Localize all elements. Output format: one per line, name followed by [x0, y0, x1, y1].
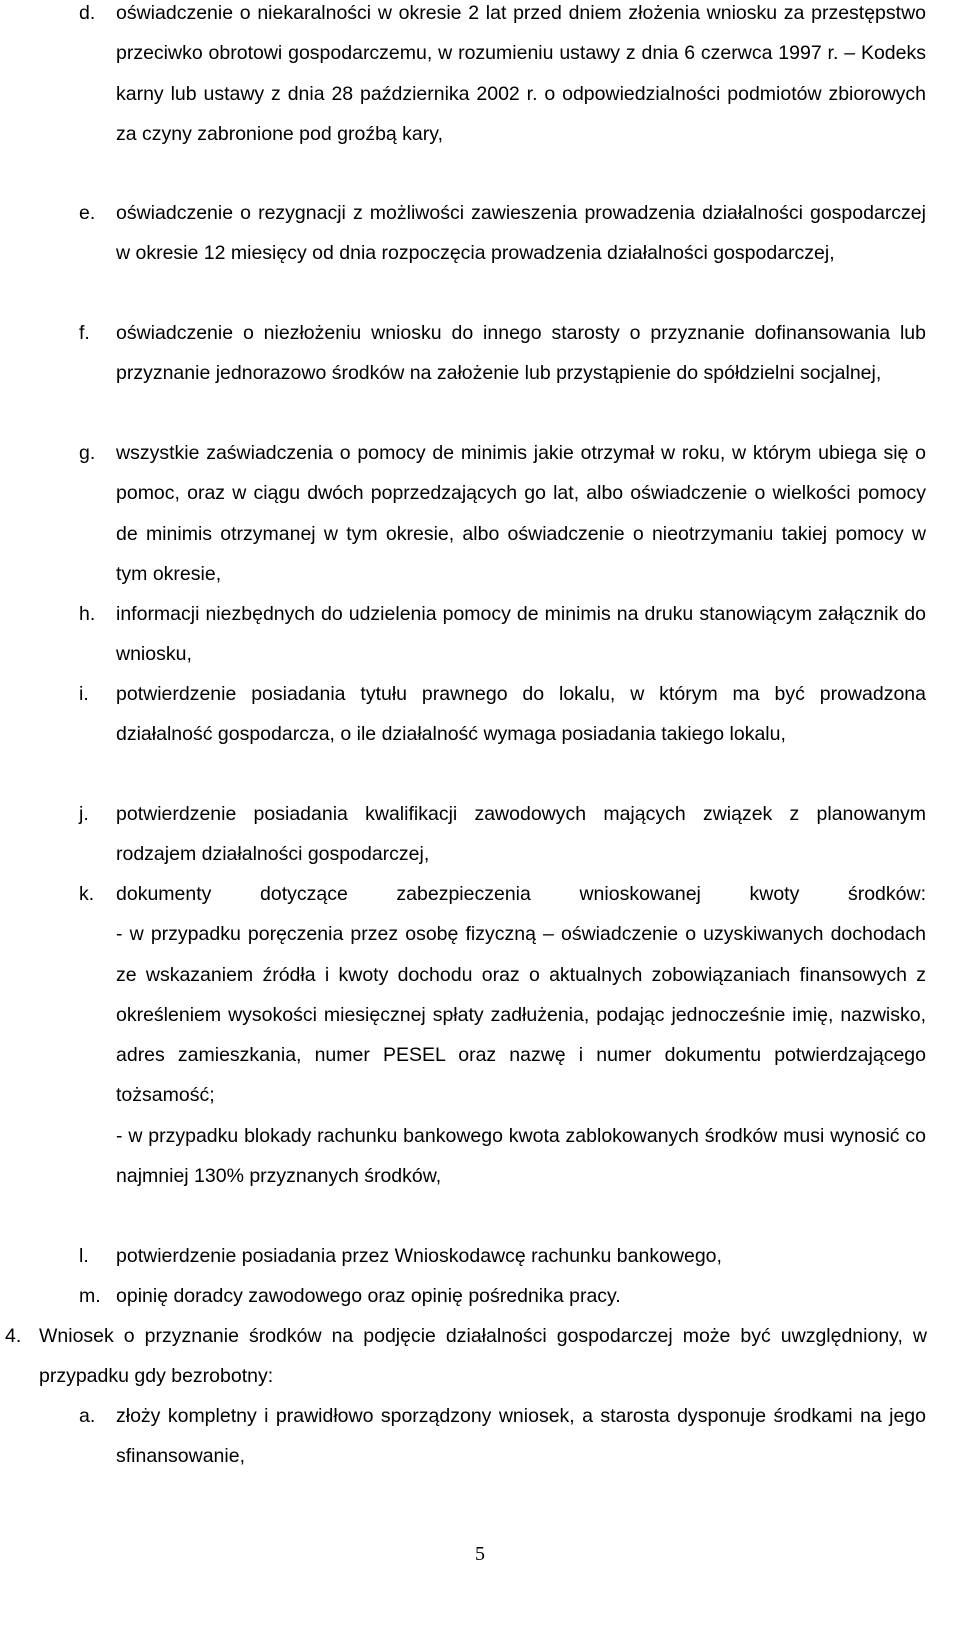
list-marker: l.: [79, 1245, 89, 1267]
list-item-text: potwierdzenie posiadania kwalifikacji zawodowych mających związek z planowanym rodzajem działalności gospodarczej,: [116, 803, 926, 866]
list-item-text: oświadczenie o niekaralności w okresie 2 lat przed dniem złożenia wniosku za przestępstwo przeciwko obrotowi gospodarczemu, w rozumieniu ustawy z dnia 6 czerwca 1997 r. – Kodeks karny lub ustawy z dnia 28 października 2002 r. o odpowiedzialności podmiotów zbiorowych za czyny zabronione pod groźbą kary,: [116, 2, 926, 145]
list-item-text: potwierdzenie posiadania przez Wnioskodawcę rachunku bankowego,: [116, 1245, 722, 1267]
list-marker: j.: [79, 803, 89, 825]
list-item-text: złoży kompletny i prawidłowo sporządzony wniosek, a starosta dysponuje środkami na jego sfinansowanie,: [116, 1405, 926, 1468]
list-item-text: opinię doradcy zawodowego oraz opinię pośrednika pracy.: [116, 1285, 621, 1307]
section-number: 4.: [5, 1325, 22, 1347]
list-item-text: informacji niezbędnych do udzielenia pomocy de minimis na druku stanowiącym załącznik do wniosku,: [116, 603, 926, 666]
list-marker: f.: [79, 322, 90, 344]
page-number: 5: [475, 1543, 485, 1565]
list-marker: a.: [79, 1405, 96, 1427]
list-item-text: oświadczenie o rezygnacji z możliwości zawieszenia prowadzenia działalności gospodarczej w okresie 12 miesięcy od dnia rozpoczęcia prowadzenia działalności gospodarczej,: [116, 202, 926, 265]
security-option-bank-block: - w przypadku blokady rachunku bankowego kwota zablokowanych środków musi wynosić co najmniej 130% przyznanych środków,: [116, 1124, 926, 1188]
list-marker: g.: [79, 442, 96, 464]
list-marker: d.: [79, 2, 96, 24]
list-marker: k.: [79, 883, 95, 905]
list-item-text: oświadczenie o niezłożeniu wniosku do innego starosty o przyznanie dofinansowania lub przyznanie jednorazowo środków na założenie lub przystąpienie do spółdzielni socjalnej,: [116, 322, 926, 385]
list-marker: h.: [79, 603, 96, 625]
list-item-text: wszystkie zaświadczenia o pomocy de minimis jakie otrzymał w roku, w którym ubiega się o pomoc, oraz w ciągu dwóch poprzedzających go lat, albo oświadczenie o wielkości pomocy de minimis otrzymanej w tym okresie, albo oświadczenie o nieotrzymaniu takiej pomocy w tym okresie,: [116, 442, 926, 585]
list-marker: m.: [79, 1285, 101, 1307]
list-item-text: potwierdzenie posiadania tytułu prawnego do lokalu, w którym ma być prowadzona działalność gospodarcza, o ile działalność wymaga posiadania takiego lokalu,: [116, 683, 926, 746]
security-option-guarantee: - w przypadku poręczenia przez osobę fizyczną – oświadczenie o uzyskiwanych dochodach ze wskazaniem źródła i kwoty dochodu oraz o aktualnych zobowiązaniach finansowych z określeniem wysokości miesięcznej spłaty zadłużenia, podając jednocześnie imię, nazwisko, adres zamieszkania, numer PESEL oraz nazwę i numer dokumentu potwierdzającego tożsamość;: [116, 923, 926, 1107]
list-marker: i.: [79, 683, 89, 705]
list-item-text: dokumenty dotyczące zabezpieczenia wnioskowanej kwoty środków:: [116, 883, 926, 905]
list-marker: e.: [79, 202, 96, 224]
section-text: Wniosek o przyznanie środków na podjęcie działalności gospodarczej może być uwzględniony, w przypadku gdy bezrobotny:: [39, 1325, 927, 1388]
